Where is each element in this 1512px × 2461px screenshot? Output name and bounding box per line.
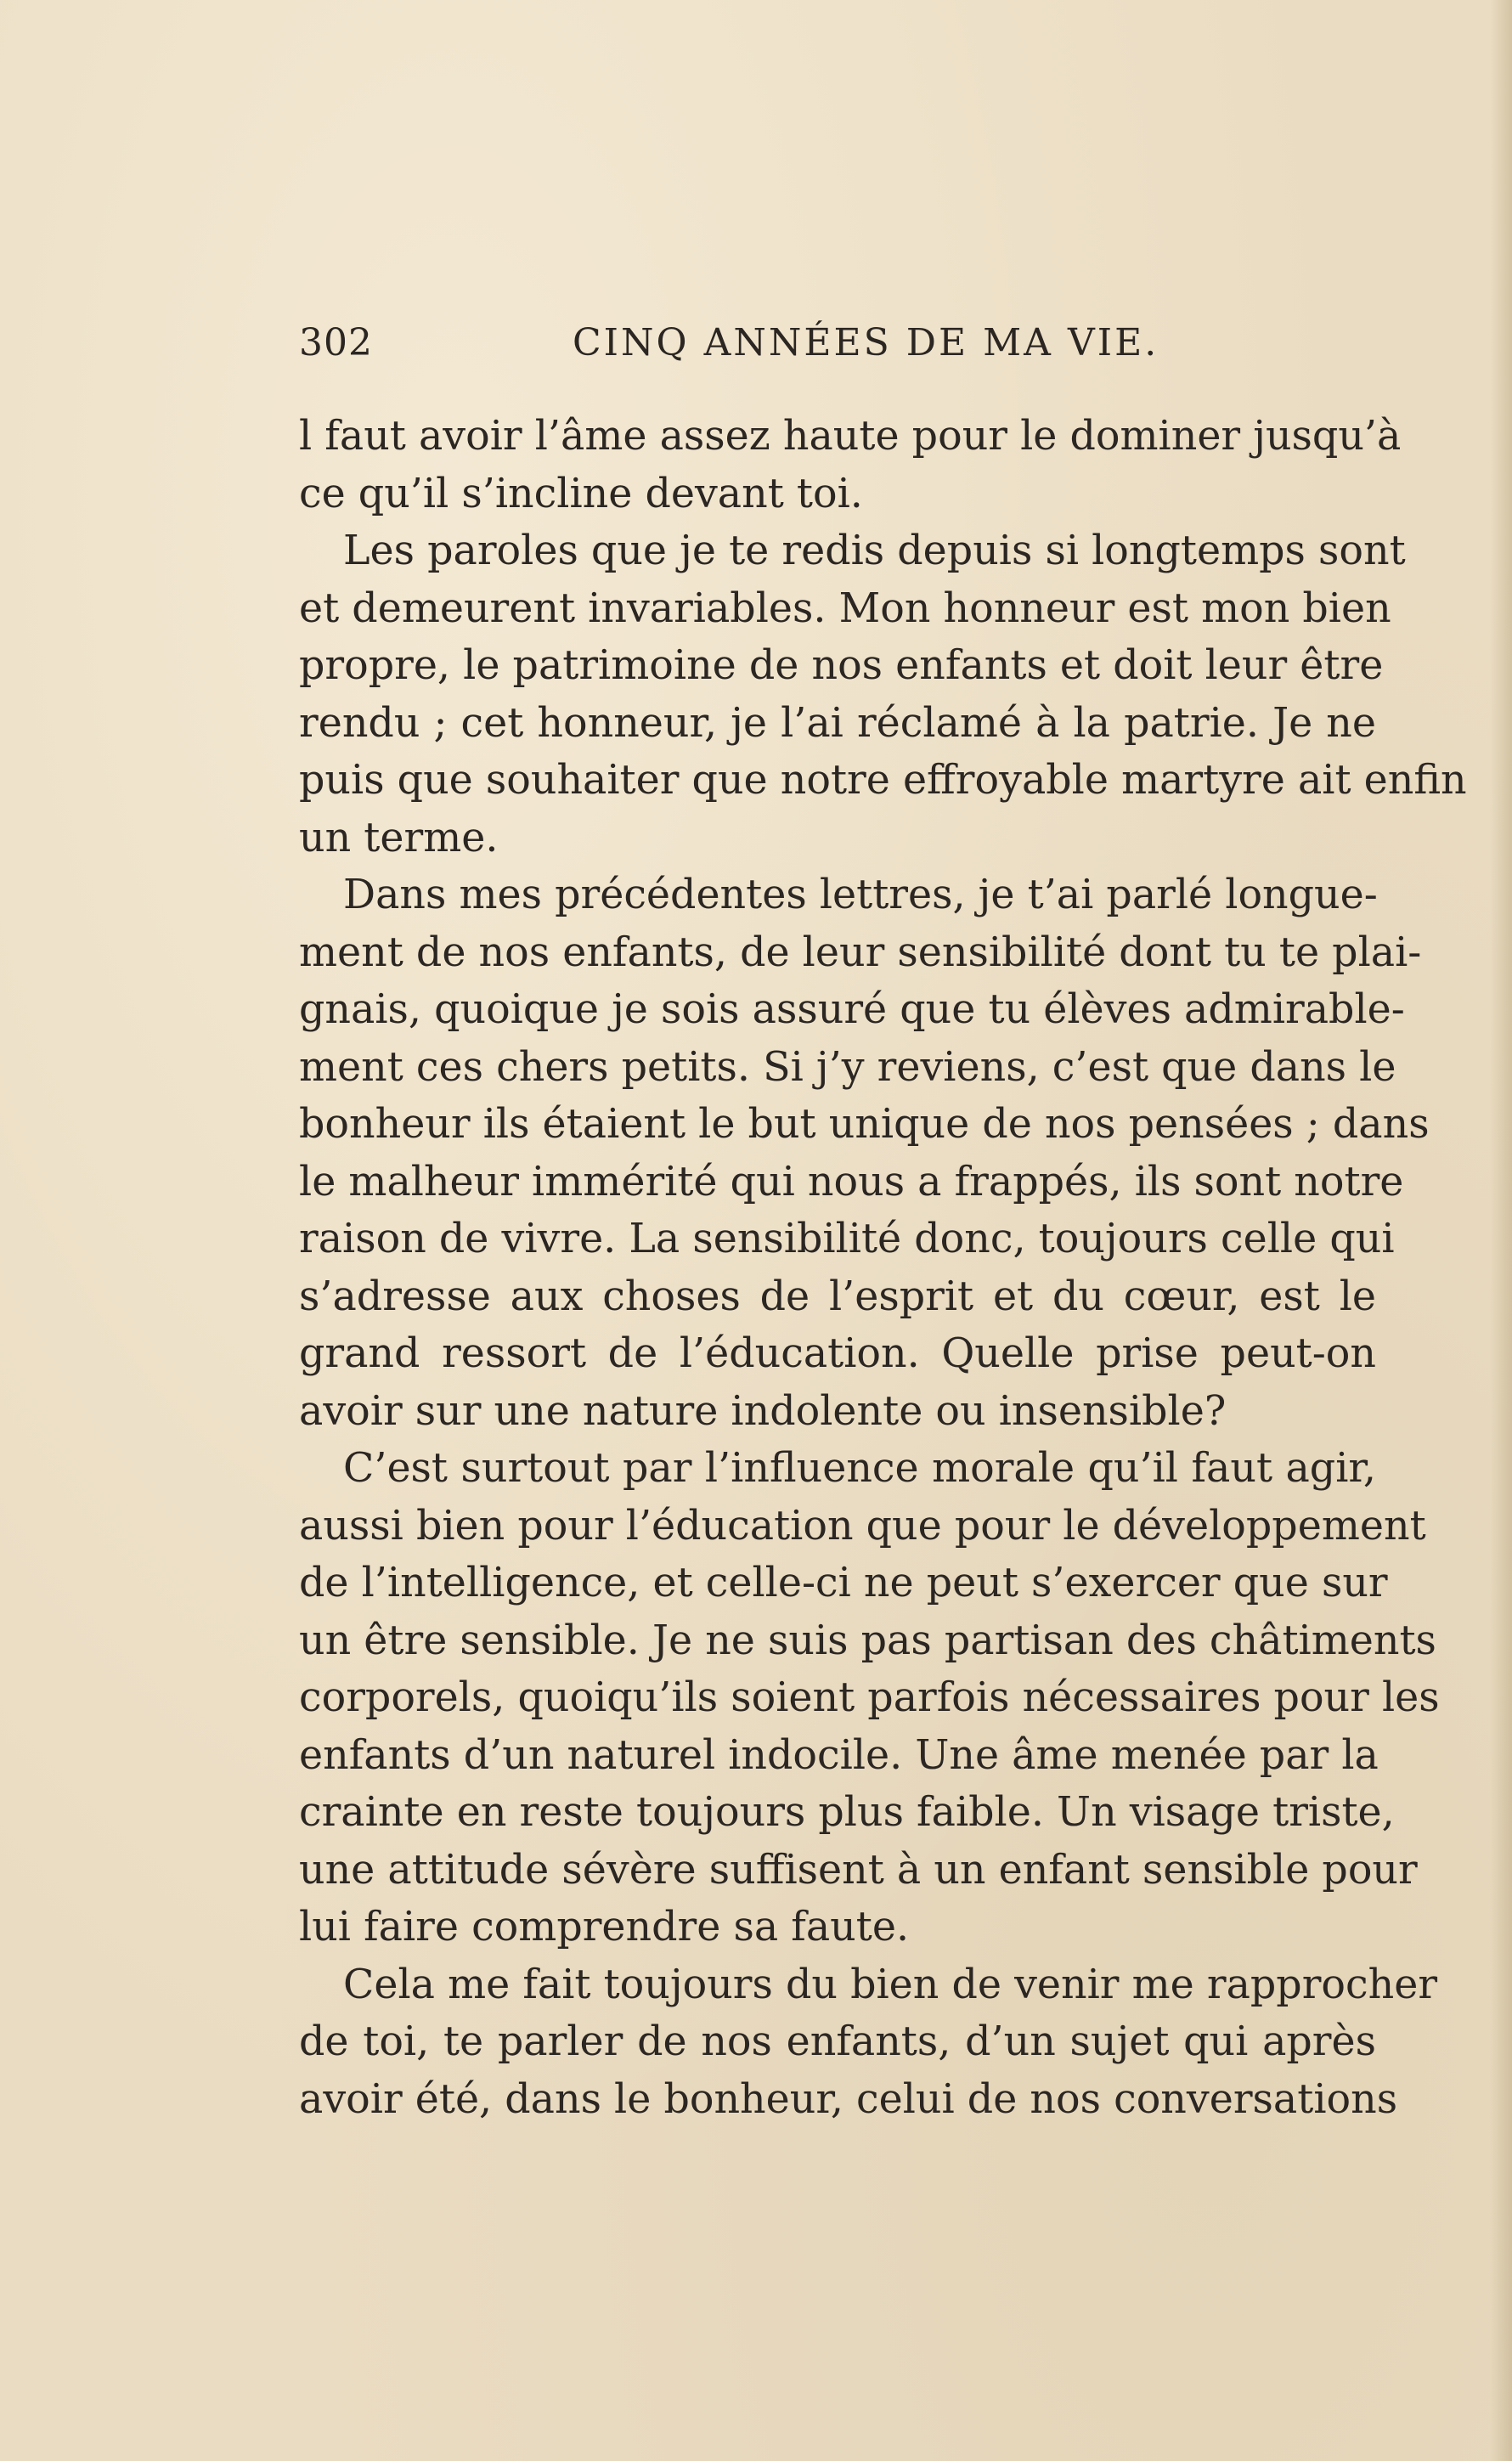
text-line: un terme. [299, 814, 499, 861]
text-line: puis que souhaiter que notre effroyable martyre ait enfin [299, 757, 1467, 804]
paragraph [299, 408, 1402, 522]
text-line: Cela me fait toujours du bien de venir me rapprocher [343, 1961, 1438, 2008]
text-line: ment ces chers petits. Si j’y reviens, c’est que dans le [299, 1043, 1396, 1091]
text-line: le malheur immérité qui nous a frappés, ils sont notre [299, 1158, 1404, 1205]
text-line: Dans mes précédentes lettres, je t’ai parlé longue- [343, 872, 1378, 918]
text-line: bonheur ils étaient le but unique de nos pensées ; dans [299, 1101, 1430, 1148]
text-line: une attitude sévère suffisent à un enfant sensible pour [299, 1846, 1418, 1894]
text-line: ce qu’il s’incline devant toi. [299, 470, 863, 517]
text-line: de l’intelligence, et celle-ci ne peut s’exercer que sur [299, 1560, 1388, 1606]
text-line: propre, le patrimoine de nos enfants et doit leur être [299, 642, 1384, 689]
text-line: enfants d’un naturel indocile. Une âme menée par la [299, 1731, 1379, 1779]
text-line: lui faire comprendre sa faute. [299, 1904, 910, 1950]
text-line: raison de vivre. La sensibilité donc, toujours celle qui [299, 1216, 1395, 1262]
text-line: rendu ; cet honneur, je l’ai réclamé à la patrie. Je ne [299, 699, 1376, 747]
text-line: l faut avoir l’âme assez haute pour le dominer jusqu’à [299, 413, 1402, 460]
paragraph [299, 522, 1467, 866]
paragraph [299, 866, 1430, 1440]
text-line: crainte en reste toujours plus faible. Un visage triste, [299, 1789, 1395, 1836]
running-title: CINQ ANNÉES DE MA VIE. [573, 321, 1159, 364]
paragraph [299, 1440, 1440, 1956]
text-line: un être sensible. Je ne suis pas partisan des châtiments [299, 1617, 1436, 1664]
text-line: de toi, te parler de nos enfants, d’un sujet qui après [299, 2018, 1376, 2065]
paragraph [299, 1956, 1438, 2129]
text-line: corporels, quoiqu’ils soient parfois nécessaires pour les [299, 1674, 1440, 1721]
text-line: ment de nos enfants, de leur sensibilité dont tu te plai- [299, 929, 1422, 976]
text-line: aussi bien pour l’éducation que pour le développement [299, 1502, 1426, 1549]
page-edge-shadow [1490, 0, 1512, 2461]
text-line: et demeurent invariables. Mon honneur est mon bien [299, 584, 1391, 632]
body-text [299, 408, 1467, 2128]
text-line: C’est surtout par l’influence morale qu’il faut agir, [343, 1445, 1376, 1492]
text-line: s’adresse aux choses de l’esprit et du cœur, est le [299, 1273, 1376, 1320]
text-line: avoir été, dans le bonheur, celui de nos conversations [299, 2075, 1398, 2123]
text-line: gnais, quoique je sois assuré que tu élèves admirable- [299, 986, 1405, 1033]
running-header [299, 321, 1378, 372]
text-line: avoir sur une nature indolente ou insensible? [299, 1387, 1227, 1435]
text-line: Les paroles que je te redis depuis si longtemps sont [343, 528, 1406, 574]
page-number: 302 [299, 321, 373, 364]
text-line: grand ressort de l’éducation. Quelle prise peut-on [299, 1330, 1376, 1377]
